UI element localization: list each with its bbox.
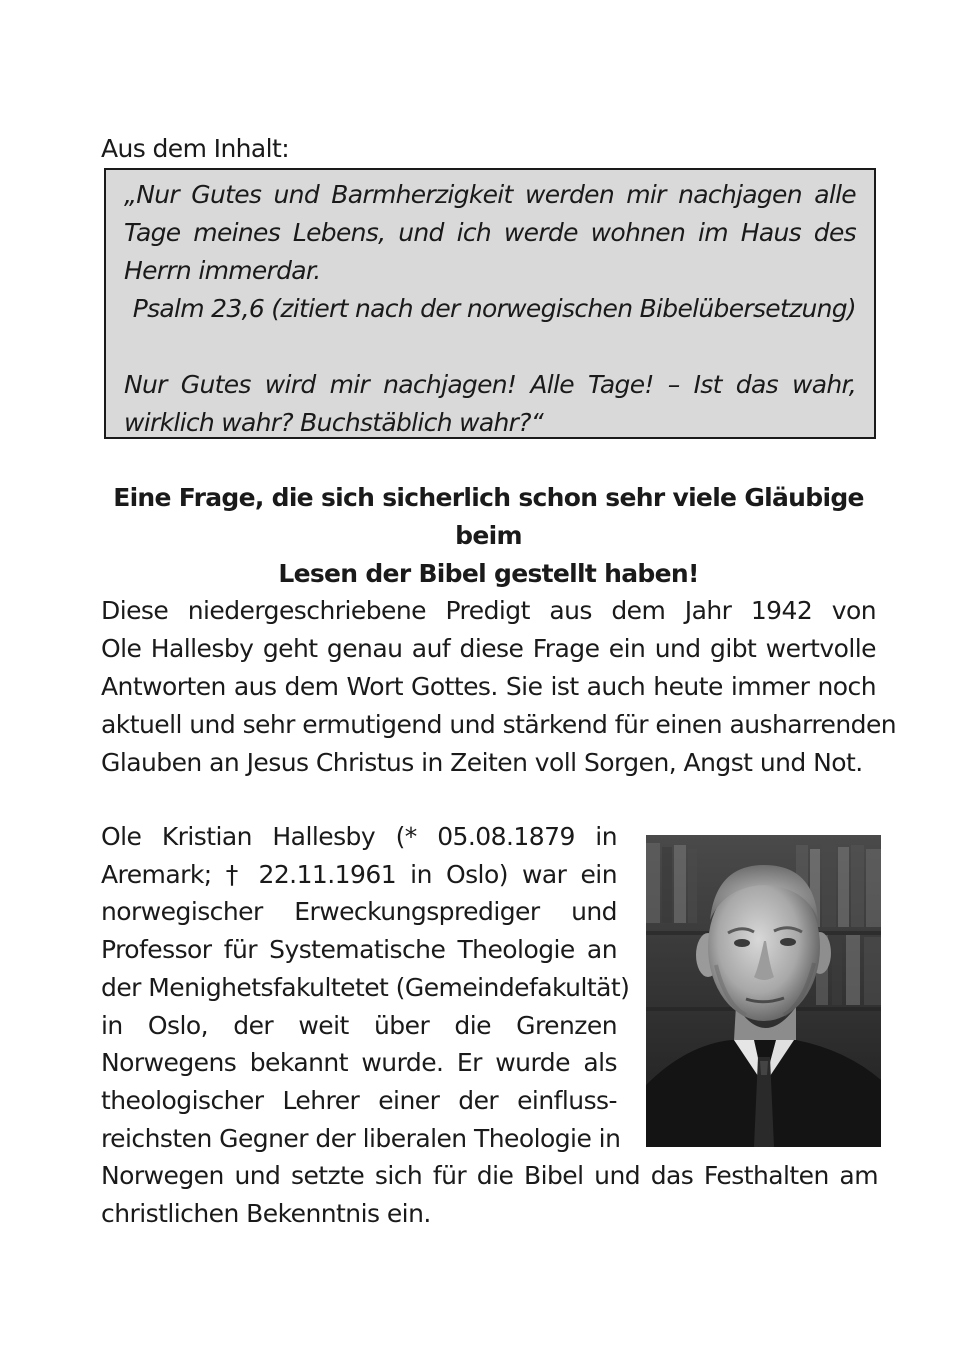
paragraph-line: aktuell und sehr ermutigend und stärkend für einen ausharrenden bbox=[101, 710, 897, 739]
bio-line: Norwegen und setzte sich für die Bibel und das Festhalten am bbox=[101, 1161, 878, 1191]
intro-label: Aus dem Inhalt: bbox=[101, 134, 290, 163]
bio-line: in Oslo, der weit über die Grenzen bbox=[101, 1010, 617, 1040]
quote-text: „Nur Gutes und Barmherzigkeit werden mir nachjagen alle Tage meines Lebens, und ich werde wohnen im Haus des Herrn immerdar. bbox=[124, 180, 856, 285]
quote-reference: Psalm 23,6 (zitiert nach der norwegischen Bibelübersetzung) bbox=[132, 294, 856, 323]
bio-line: norwegischer Erweckungsprediger und bbox=[101, 897, 617, 927]
quote-question: Nur Gutes wird mir nachjagen! Alle Tage! – Ist das wahr, wirklich wahr? Buchstäblich wahr?“ bbox=[124, 370, 856, 437]
bio-line: Professor für Systematische Theologie an bbox=[101, 935, 617, 965]
bio-line: reichsten Gegner der liberalen Theologie in bbox=[101, 1123, 621, 1153]
paragraph-line: Ole Hallesby geht genau auf diese Frage ein und gibt wertvolle bbox=[101, 634, 876, 663]
bio-line: Aremark; † 22.11.1961 in Oslo) war ein bbox=[101, 859, 617, 889]
paragraph-line: Antworten aus dem Wort Gottes. Sie ist auch heute immer noch bbox=[101, 672, 876, 701]
bio-line: Ole Kristian Hallesby (* 05.08.1879 in bbox=[101, 822, 617, 851]
bio-line: theologischer Lehrer einer der einfluss- bbox=[101, 1085, 617, 1115]
paragraph-line: Diese niedergeschriebene Predigt aus dem Jahr 1942 von bbox=[101, 596, 876, 625]
intro-paragraph bbox=[101, 592, 897, 782]
heading-line-2: Lesen der Bibel gestellt haben! bbox=[278, 559, 699, 588]
paragraph-line: Glauben an Jesus Christus in Zeiten voll Sorgen, Angst und Not. bbox=[101, 748, 863, 777]
section-heading bbox=[101, 479, 876, 593]
bio-line: christlichen Bekenntnis ein. bbox=[101, 1199, 431, 1229]
quote-box bbox=[104, 168, 876, 439]
bio-line: der Menighetsfakultetet (Gemeindefakultät) bbox=[101, 972, 630, 1002]
heading-line-1: Eine Frage, die sich sicherlich schon sehr viele Gläubige beim bbox=[113, 483, 864, 550]
quote-spacer bbox=[124, 328, 856, 366]
portrait-photo bbox=[646, 835, 881, 1147]
bio-line: Norwegens bekannt wurde. Er wurde als bbox=[101, 1048, 617, 1078]
